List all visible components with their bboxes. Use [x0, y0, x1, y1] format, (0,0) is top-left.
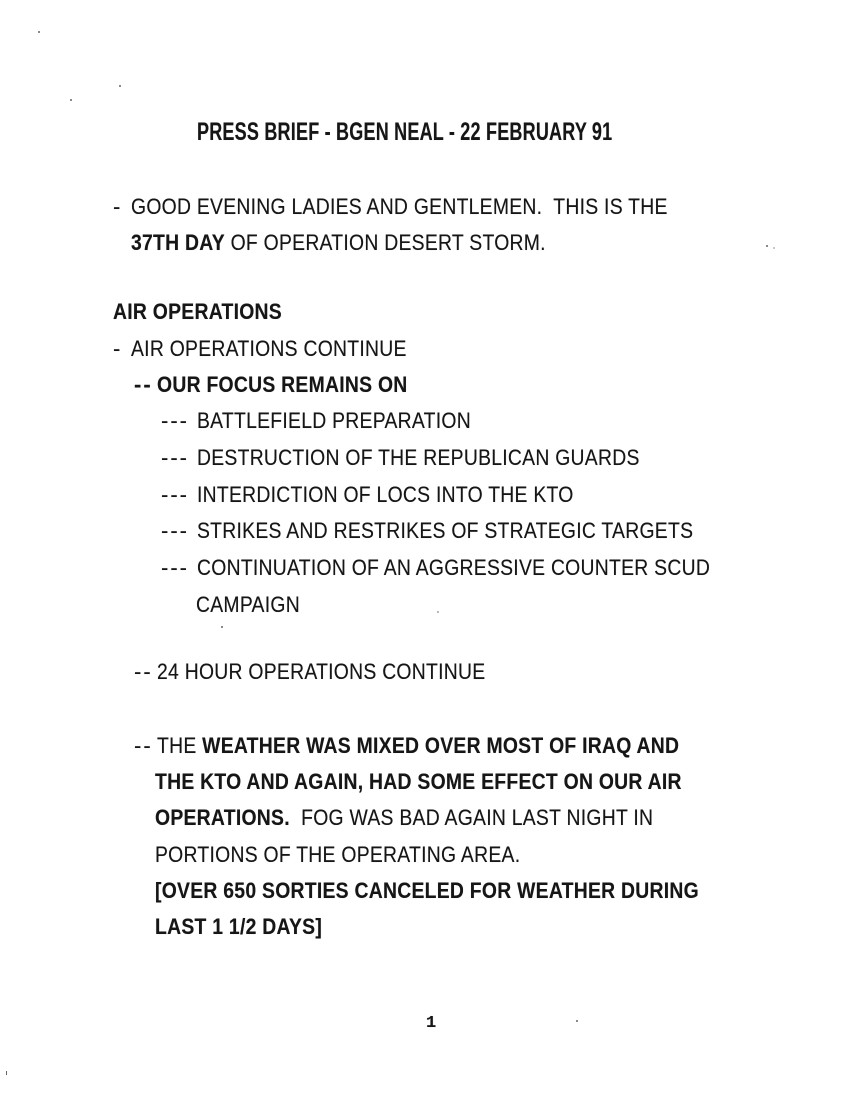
scan-artifact: [70, 99, 72, 101]
dash-marker: -: [113, 194, 123, 219]
focus-item-continuation-line: [0, 592, 852, 622]
scan-artifact: [38, 31, 40, 33]
weather-text-1: [157, 733, 679, 759]
document-title: PRESS BRIEF - BGEN NEAL - 22 FEBRUARY 91: [197, 118, 613, 146]
focus-item-line: [0, 518, 852, 548]
weather-text-2: THE KTO AND AGAIN, HAD SOME EFFECT ON OUR AIR: [155, 769, 682, 794]
weather-text-6: LAST 1 1/2 DAYS]: [155, 914, 323, 939]
focus-item-text: STRIKES AND RESTRIKES OF STRATEGIC TARGETS: [197, 518, 694, 543]
ops-24hr-text: 24 HOUR OPERATIONS CONTINUE: [157, 659, 486, 684]
weather-text-4: PORTIONS OF THE OPERATING AREA.: [155, 842, 521, 867]
intro-line-2: [0, 230, 852, 260]
weather-line-6: [0, 914, 852, 944]
page-number: 1: [426, 1014, 437, 1033]
intro-text-2: [131, 230, 546, 256]
focus-item-line: [0, 408, 852, 438]
section-heading: AIR OPERATIONS: [113, 299, 282, 324]
weather-text-5: [OVER 650 SORTIES CANCELED FOR WEATHER DURING: [155, 878, 699, 903]
focus-item-text: INTERDICTION OF LOCS INTO THE KTO: [197, 482, 574, 507]
focus-item-line: [0, 445, 852, 475]
scan-artifact: [119, 85, 121, 87]
air-ops-continue-text: AIR OPERATIONS CONTINUE: [131, 336, 407, 361]
triple-dash-marker: ---: [161, 445, 189, 470]
double-dash-marker: --: [134, 659, 153, 684]
weather-line-3: [0, 805, 852, 835]
double-dash-marker: --: [134, 733, 153, 758]
scan-artifact: [221, 626, 223, 628]
focus-item-continuation-text: CAMPAIGN: [196, 592, 300, 617]
air-ops-continue-line: [0, 336, 852, 366]
focus-item-text: CONTINUATION OF AN AGGRESSIVE COUNTER SCUD: [197, 555, 711, 580]
weather-line-2: [0, 769, 852, 799]
intro-text-2-rest: OF OPERATION DESERT STORM.: [224, 230, 546, 255]
weather-text-3-regular: FOG WAS BAD AGAIN LAST NIGHT IN: [289, 805, 654, 830]
ops-24hr-line: [0, 659, 852, 689]
focus-item-line: [0, 555, 852, 585]
dash-marker: -: [113, 336, 123, 361]
weather-text-1-regular: THE: [157, 733, 203, 758]
focus-lead-text: OUR FOCUS REMAINS ON: [157, 372, 408, 397]
scan-artifact: [6, 1071, 7, 1075]
triple-dash-marker: ---: [161, 482, 189, 507]
double-dash-marker: --: [134, 372, 153, 397]
weather-line-1: [0, 733, 852, 763]
section-heading-line: [0, 299, 852, 329]
weather-line-5: [0, 878, 852, 908]
intro-text-1-segment: GOOD EVENING LADIES AND GENTLEMEN. THIS IS THE: [131, 194, 668, 219]
focus-item-text: DESTRUCTION OF THE REPUBLICAN GUARDS: [197, 445, 640, 470]
weather-text-3-bold: OPERATIONS.: [155, 805, 290, 830]
triple-dash-marker: ---: [161, 555, 189, 580]
weather-text-1-bold: WEATHER WAS MIXED OVER MOST OF IRAQ AND: [202, 733, 680, 758]
intro-text-2-bold: 37TH DAY: [131, 230, 225, 255]
intro-line-1: [0, 194, 852, 224]
focus-item-line: [0, 482, 852, 512]
intro-text-1: [131, 194, 668, 220]
weather-line-4: [0, 842, 852, 872]
scan-artifact: [576, 1020, 578, 1022]
focus-lead-line: [0, 372, 852, 402]
weather-text-3: [155, 805, 653, 831]
title-line: [0, 118, 852, 148]
triple-dash-marker: ---: [161, 518, 189, 543]
focus-item-text: BATTLEFIELD PREPARATION: [197, 408, 471, 433]
triple-dash-marker: ---: [161, 408, 189, 433]
